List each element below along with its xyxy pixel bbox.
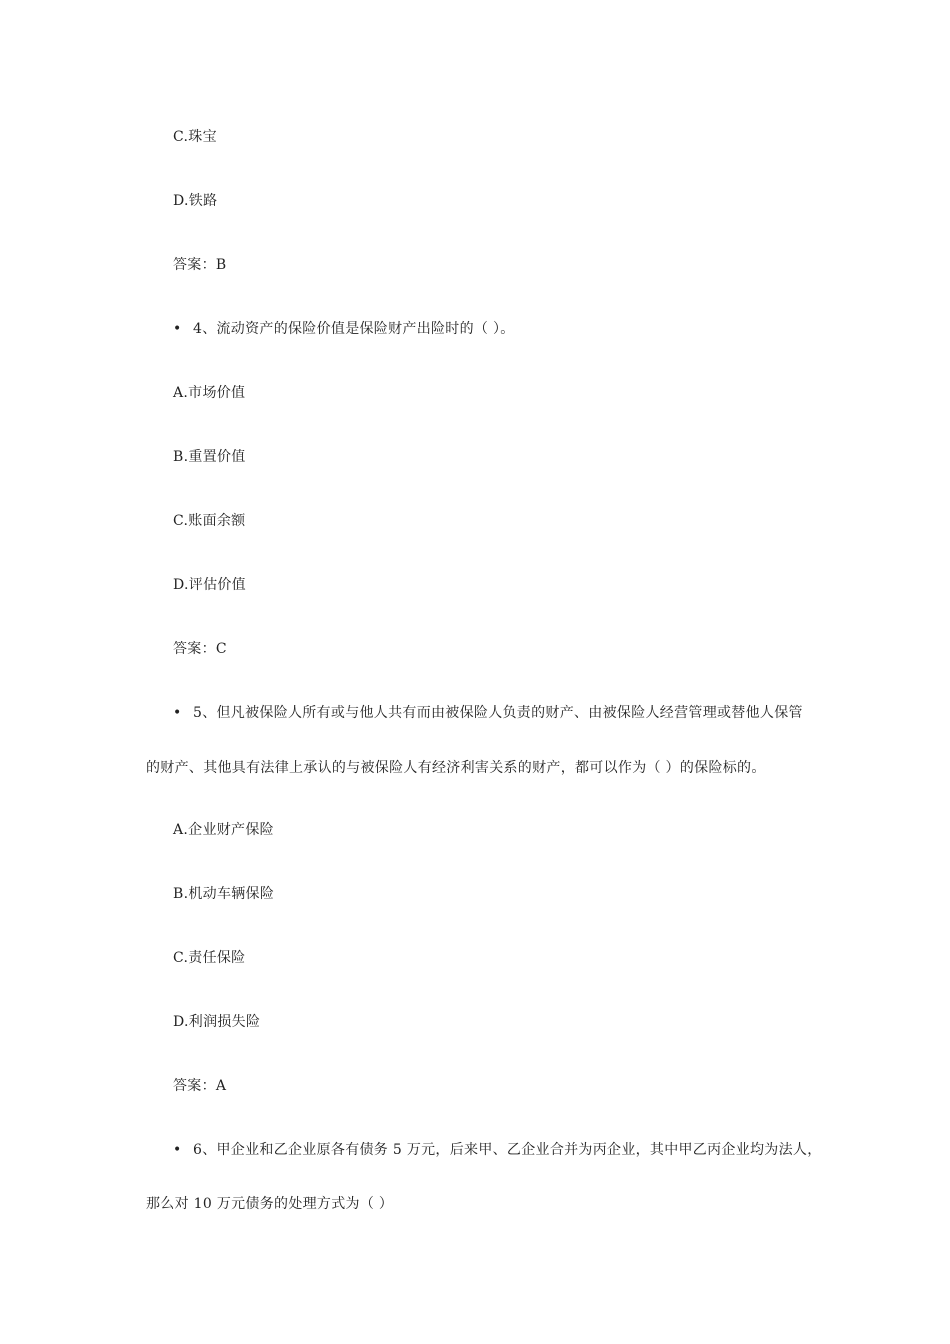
q3-option-c: C.珠宝 [173,129,217,145]
q4-option-d: D.评估价值 [173,577,246,593]
q4-option-c: C.账面余额 [173,513,246,529]
q3-option-d: D.铁路 [173,193,218,209]
q6-question-text: 6、甲企业和乙企业原各有债务 5 万元，后来甲、乙企业合并为丙企业，其中甲乙丙企业均为法人， [193,1142,822,1158]
q4-question [173,319,515,339]
q5-option-b: B.机动车辆保险 [173,886,275,902]
bullet-icon: • [173,705,182,721]
q6-question-line2: 那么对 10 万元债务的处理方式为（ ） [146,1196,394,1212]
q5-answer: 答案：A [173,1078,227,1094]
q3-answer: 答案：B [173,257,227,273]
q4-answer: 答案：C [173,641,227,657]
q5-question-line2: 的财产、其他具有法律上承认的与被保险人有经济利害关系的财产，都可以作为（ ）的保险标的。 [146,760,766,776]
q6-question-line1 [173,1140,822,1160]
q5-question-line1 [173,703,803,723]
q4-option-a: A.市场价值 [173,385,246,401]
q5-option-c: C.责任保险 [173,950,246,966]
q4-option-b: B.重置价值 [173,449,246,465]
q5-question-text: 5、但凡被保险人所有或与他人共有而由被保险人负责的财产、由被保险人经营管理或替他人保管 [193,705,803,721]
q5-option-a: A.企业财产保险 [173,822,274,838]
q5-option-d: D.利润损失险 [173,1014,261,1030]
q4-question-text: 4、流动资产的保险价值是保险财产出险时的（ ）。 [193,321,515,337]
bullet-icon: • [173,321,182,337]
bullet-icon: • [173,1142,182,1158]
